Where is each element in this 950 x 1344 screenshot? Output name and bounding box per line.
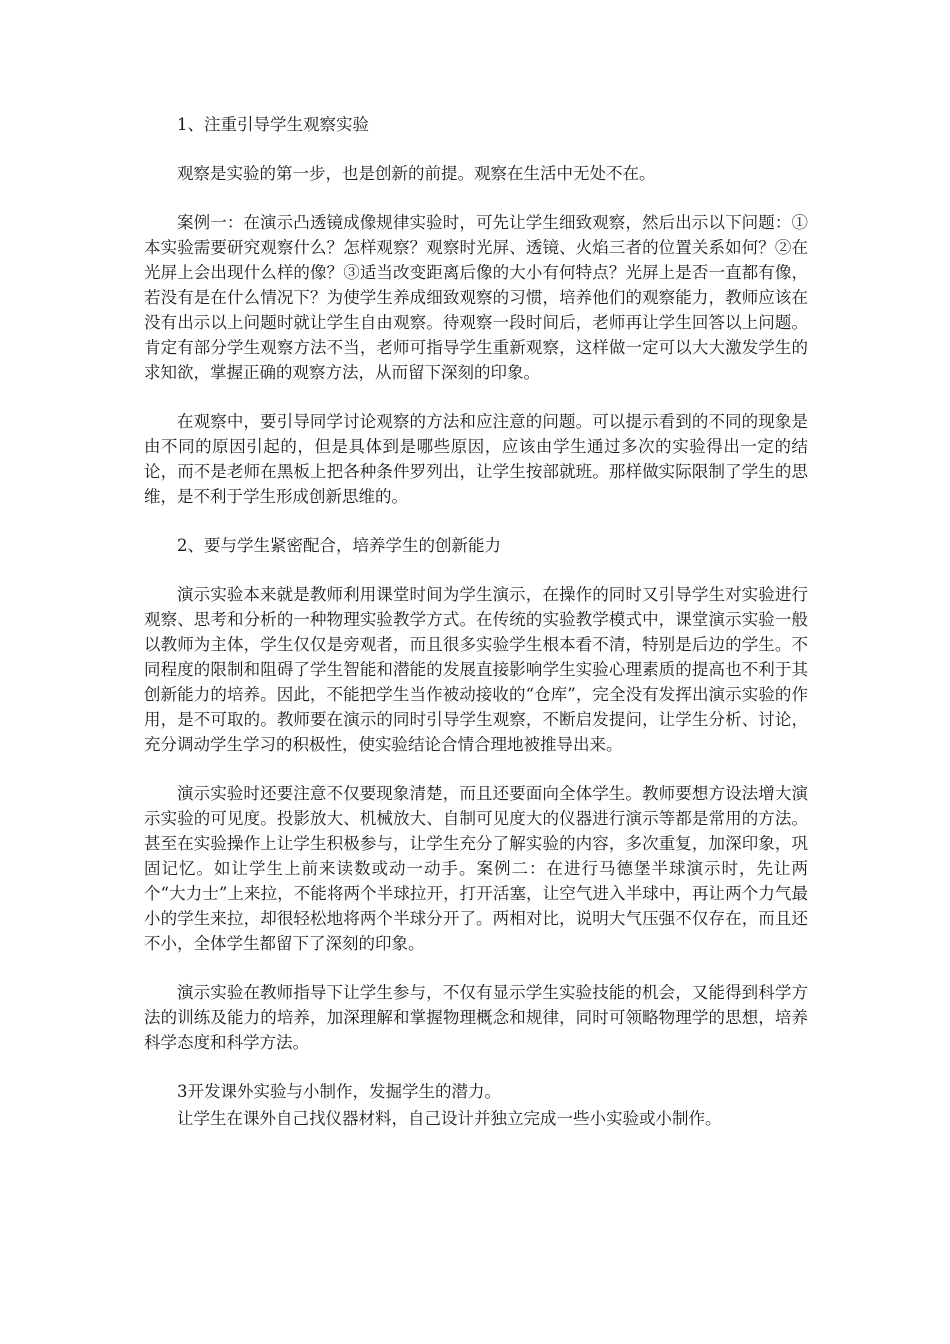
section-heading-3: 3开发课外实验与小制作，发掘学生的潜力。 <box>177 1082 501 1101</box>
paragraph-demo-experiment: 演示实验本来就是教师利用课堂时间为学生演示，在操作的同时又引导学生对实验进行观察、思考和分析的一种物理实验教学方式。在传统的实验教学模式中，课堂演示实验一般以教师为主体，学生仅仅是旁观者，而且很多实验学生根本看不清，特别是后边的学生。不同程度的限制和阻碍了学生智能和潜能的发展直接影响学生实验心理素质的提高也不利于其创新能力的培养。因此，不能把学生当作被动接收的“仓库”，完全没有发挥出演示实验的作用，是不可取的。教师要在演示的同时引导学生观察，不断启发提问，让学生分析、讨论，充分调动学生学习的积极性，使实验结论合情合理地被推导出来。 <box>144 585 808 754</box>
document-page <box>144 112 808 1131</box>
paragraph-extracurricular: 让学生在课外自己找仪器材料，自己设计并独立完成一些小实验或小制作。 <box>177 1109 722 1128</box>
paragraph-case-two: 演示实验时还要注意不仅要现象清楚，而且还要面向全体学生。教师要想方设法增大演示实验的可见度。投影放大、机械放大、自制可见度大的仪器进行演示等都是常用的方法。甚至在实验操作上让学生积极参与，让学生充分了解实验的内容，多次重复，加深印象，巩固记忆。如让学生上前来读数或动一动手。案例二：在进行马德堡半球演示时，先让两个“大力士”上来拉，不能将两个半球拉开，打开活塞，让空气进入半球中，再让两个力气最小的学生来拉，却很轻松地将两个半球分开了。两相对比，说明大气压强不仅存在，而且还不小，全体学生都留下了深刻的印象。 <box>144 784 808 953</box>
paragraph-case-one: 案例一：在演示凸透镜成像规律实验时，可先让学生细致观察，然后出示以下问题：①本实验需要研究观察什么？怎样观察？观察时光屏、透镜、火焰三者的位置关系如何？②在光屏上会出现什么样的像？③适当改变距离后像的大小有何特点？光屏上是否一直都有像，若没有是在什么情况下？为使学生养成细致观察的习惯，培养他们的观察能力，教师应该在没有出示以上问题时就让学生自由观察。待观察一段时间后，老师再让学生回答以上问题。肯定有部分学生观察方法不当，老师可指导学生重新观察，这样做一定可以大大激发学生的求知欲，掌握正确的观察方法，从而留下深刻的印象。 <box>144 213 808 382</box>
paragraph-observation-discussion: 在观察中，要引导同学讨论观察的方法和应注意的问题。可以提示看到的不同的现象是由不同的原因引起的，但是具体到是哪些原因，应该由学生通过多次的实验得出一定的结论，而不是老师在黑板上把各种条件罗列出，让学生按部就班。那样做实际限制了学生的思维，是不利于学生形成创新思维的。 <box>144 412 808 506</box>
section-heading-1: 1、注重引导学生观察实验 <box>177 115 369 134</box>
paragraph-student-participation: 演示实验在教师指导下让学生参与，不仅有显示学生实验技能的机会，又能得到科学方法的训练及能力的培养，加深理解和掌握物理概念和规律，同时可领略物理学的思想，培养科学态度和科学方法。 <box>144 983 808 1052</box>
paragraph-observation-intro: 观察是实验的第一步，也是创新的前提。观察在生活中无处不在。 <box>177 164 656 183</box>
section-heading-2: 2、要与学生紧密配合，培养学生的创新能力 <box>177 536 501 555</box>
